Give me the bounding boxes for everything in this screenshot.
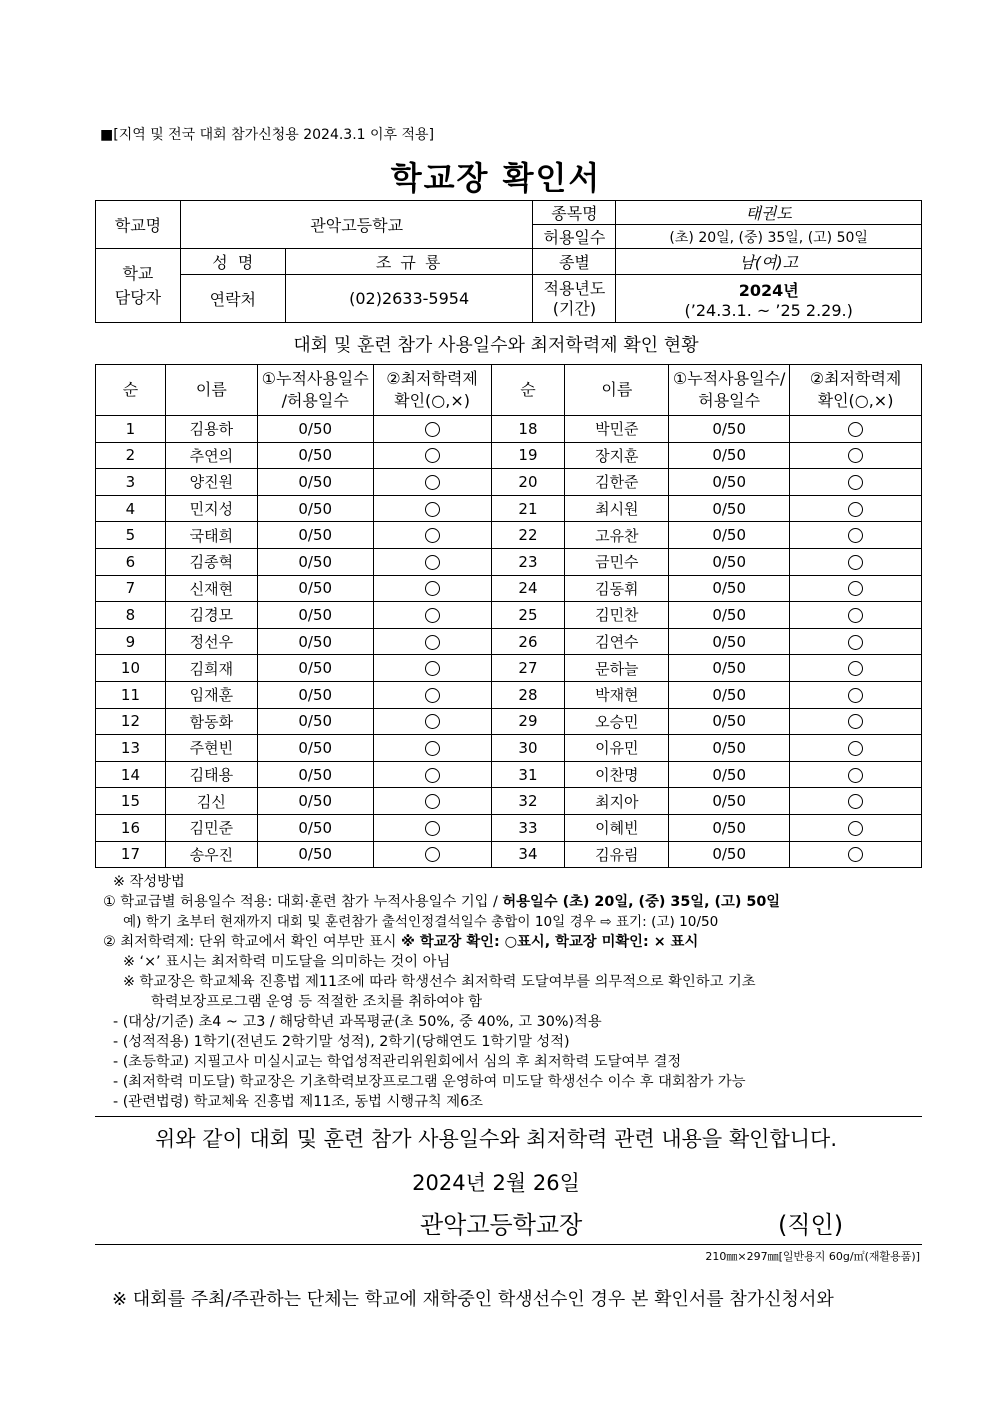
student-name: 이유민: [565, 735, 669, 762]
circle-mark-icon: [848, 475, 863, 490]
student-no: 15: [96, 788, 166, 815]
student-name: 박재현: [565, 681, 669, 708]
student-days: 0/50: [257, 495, 373, 522]
circle-mark-icon: [425, 528, 440, 543]
student-no: 9: [96, 628, 166, 655]
note-list-3: - (초등학교) 지필고사 미실시교는 학업성적관리위원회에서 심의 후 최저학력 도달여부 결정: [113, 1054, 682, 1070]
circle-mark-icon: [848, 768, 863, 783]
student-no: 31: [491, 761, 565, 788]
student-days: 0/50: [669, 442, 790, 469]
check-cell: [790, 469, 922, 496]
student-no: 24: [491, 575, 565, 602]
circle-mark-icon: [425, 448, 440, 463]
student-name: 문하늘: [565, 655, 669, 682]
circle-mark-icon: [848, 555, 863, 570]
circle-mark-icon: [425, 688, 440, 703]
note-2-d2: 학력보장프로그램 운영 등 적절한 조치를 취하여야 함: [151, 994, 483, 1010]
circle-mark-icon: [848, 714, 863, 729]
signer-school: 관악고등학교장: [420, 1211, 583, 1239]
divider-top: [95, 1116, 922, 1117]
check-cell: [373, 628, 491, 655]
table-row: [96, 575, 922, 602]
check-cell: [790, 841, 922, 868]
student-days: 0/50: [257, 628, 373, 655]
header-name-left: 이름: [165, 365, 257, 416]
year-label: 적용년도 (기간): [533, 275, 616, 323]
student-name: 민지성: [165, 495, 257, 522]
roster-subtitle: 대회 및 훈련 참가 사용일수와 최저학력제 확인 현황: [293, 335, 699, 356]
bottom-note: ※ 대회를 주최/주관하는 단체는 학교에 재학중인 학생선수인 경우 본 확인서를 참가신청서와: [112, 1289, 834, 1310]
student-days: 0/50: [669, 469, 790, 496]
table-row: [96, 602, 922, 629]
student-no: 23: [491, 548, 565, 575]
student-days: 0/50: [669, 735, 790, 762]
contact-value: (02)2633-5954: [285, 275, 533, 323]
table-row: [96, 548, 922, 575]
circle-mark-icon: [425, 555, 440, 570]
circle-mark-icon: [848, 502, 863, 517]
page-title: 학교장 확인서: [390, 159, 602, 197]
student-days: 0/50: [257, 681, 373, 708]
student-no: 5: [96, 522, 166, 549]
student-days: 0/50: [257, 575, 373, 602]
student-name: 양진원: [165, 469, 257, 496]
student-days: 0/50: [257, 522, 373, 549]
student-no: 20: [491, 469, 565, 496]
student-name: 김신: [165, 788, 257, 815]
note-2-bold: ※ 학교장 확인: ○표시, 학교장 미확인: × 표시: [401, 934, 699, 950]
student-days: 0/50: [669, 788, 790, 815]
student-no: 6: [96, 548, 166, 575]
table-row: [96, 628, 922, 655]
allowed-label: 허용일수: [533, 225, 616, 249]
student-no: 30: [491, 735, 565, 762]
check-cell: [373, 442, 491, 469]
student-days: 0/50: [257, 735, 373, 762]
student-days: 0/50: [669, 681, 790, 708]
check-cell: [373, 602, 491, 629]
table-row: [96, 788, 922, 815]
school-name: 관악고등학교: [180, 201, 533, 249]
student-days: 0/50: [669, 761, 790, 788]
check-cell: [373, 761, 491, 788]
circle-mark-icon: [425, 714, 440, 729]
check-cell: [373, 841, 491, 868]
check-cell: [373, 548, 491, 575]
check-cell: [790, 681, 922, 708]
check-cell: [373, 681, 491, 708]
check-cell: [790, 522, 922, 549]
student-name: 김용하: [165, 416, 257, 443]
student-days: 0/50: [669, 655, 790, 682]
header-note: ■[지역 및 전국 대회 참가신청용 2024.3.1 이후 적용]: [100, 127, 435, 143]
header-check-left: ②최저학력제 확인(○,×): [373, 365, 491, 416]
circle-mark-icon: [425, 608, 440, 623]
student-no: 3: [96, 469, 166, 496]
circle-mark-icon: [848, 608, 863, 623]
check-cell: [790, 602, 922, 629]
note-1-bold: 허용일수 (초) 20일, (중) 35일, (고) 50일: [502, 894, 781, 910]
info-table: [95, 200, 922, 323]
student-name: 이혜빈: [565, 814, 669, 841]
student-name: 김민준: [165, 814, 257, 841]
circle-mark-icon: [848, 847, 863, 862]
table-row: [96, 735, 922, 762]
note-1-text: ① 학교급별 허용일수 적용: 대회·훈련 참가 누적사용일수 기입 /: [103, 894, 503, 910]
note-1: [103, 892, 928, 912]
circle-mark-icon: [848, 661, 863, 676]
student-name: 김동휘: [565, 575, 669, 602]
student-name: 김유림: [565, 841, 669, 868]
table-row: [96, 708, 922, 735]
student-no: 33: [491, 814, 565, 841]
period-value: (’24.3.1. ~ ’25 2.29.): [684, 300, 853, 320]
circle-mark-icon: [848, 448, 863, 463]
circle-mark-icon: [425, 741, 440, 756]
student-days: 0/50: [257, 469, 373, 496]
student-name: 금민수: [565, 548, 669, 575]
student-no: 28: [491, 681, 565, 708]
header-check-right: ②최저학력제 확인(○,×): [790, 365, 922, 416]
check-cell: [373, 522, 491, 549]
circle-mark-icon: [425, 422, 440, 437]
year-value: 2024년: [738, 280, 799, 300]
header-days-left: ①누적사용일수 /허용일수: [257, 365, 373, 416]
check-cell: [790, 761, 922, 788]
student-no: 1: [96, 416, 166, 443]
table-row: [96, 442, 922, 469]
table-row: [96, 495, 922, 522]
student-name: 함동화: [165, 708, 257, 735]
sport-label: 종목명: [533, 201, 616, 225]
student-name: 최지아: [565, 788, 669, 815]
student-no: 7: [96, 575, 166, 602]
header-name-right: 이름: [565, 365, 669, 416]
student-no: 2: [96, 442, 166, 469]
check-cell: [790, 655, 922, 682]
student-name: 김태용: [165, 761, 257, 788]
student-name: 신재현: [165, 575, 257, 602]
student-name: 김연수: [565, 628, 669, 655]
student-name: 주현빈: [165, 735, 257, 762]
table-row: [96, 761, 922, 788]
table-row: [96, 522, 922, 549]
note-1-example: 예) 학기 초부터 현재까지 대회 및 훈련참가 출석인정결석일수 총합이 10일 경우 ⇨ 표기: (고) 10/50: [123, 914, 719, 930]
circle-mark-icon: [425, 502, 440, 517]
note-list-4: - (최저학력 미도달) 학교장은 기초학력보장프로그램 운영하여 미도달 학생선수 이수 후 대회참가 가능: [113, 1074, 746, 1090]
manager-name: 조 규 룡: [285, 249, 533, 275]
issue-date: 2024년 2월 26일: [412, 1171, 580, 1195]
manager-label: 학교 담당자: [96, 249, 181, 323]
student-no: 4: [96, 495, 166, 522]
student-days: 0/50: [669, 575, 790, 602]
table-row: [96, 814, 922, 841]
student-name: 추연의: [165, 442, 257, 469]
notes-heading: ※ 작성방법: [113, 874, 185, 890]
circle-mark-icon: [425, 847, 440, 862]
student-no: 11: [96, 681, 166, 708]
note-list-5: - (관련법령) 학교체육 진흥법 제11조, 동법 시행규칙 제6조: [113, 1094, 483, 1110]
circle-mark-icon: [848, 741, 863, 756]
check-cell: [373, 575, 491, 602]
divider-bottom: [95, 1244, 922, 1245]
student-no: 16: [96, 814, 166, 841]
circle-mark-icon: [425, 581, 440, 596]
check-cell: [373, 416, 491, 443]
check-cell: [790, 575, 922, 602]
circle-mark-icon: [425, 635, 440, 650]
student-days: 0/50: [257, 602, 373, 629]
student-days: 0/50: [669, 548, 790, 575]
student-no: 13: [96, 735, 166, 762]
student-days: 0/50: [669, 628, 790, 655]
student-name: 김경모: [165, 602, 257, 629]
circle-mark-icon: [848, 581, 863, 596]
student-days: 0/50: [257, 548, 373, 575]
student-no: 14: [96, 761, 166, 788]
student-name: 임재훈: [165, 681, 257, 708]
student-days: 0/50: [257, 788, 373, 815]
student-no: 29: [491, 708, 565, 735]
note-2-d1: ※ 학교장은 학교체육 진흥법 제11조에 따라 학생선수 최저학력 도달여부를 의무적으로 확인하고 기초: [123, 974, 756, 990]
student-days: 0/50: [669, 814, 790, 841]
year-cell: [616, 275, 922, 323]
student-no: 12: [96, 708, 166, 735]
table-row: [96, 416, 922, 443]
student-days: 0/50: [669, 841, 790, 868]
check-cell: [790, 788, 922, 815]
check-cell: [373, 495, 491, 522]
student-days: 0/50: [669, 708, 790, 735]
circle-mark-icon: [848, 794, 863, 809]
circle-mark-icon: [848, 635, 863, 650]
roster-table: [95, 364, 922, 868]
check-cell: [373, 655, 491, 682]
student-no: 25: [491, 602, 565, 629]
student-no: 26: [491, 628, 565, 655]
check-cell: [790, 416, 922, 443]
student-no: 10: [96, 655, 166, 682]
circle-mark-icon: [425, 794, 440, 809]
student-name: 박민준: [565, 416, 669, 443]
circle-mark-icon: [425, 661, 440, 676]
check-cell: [790, 548, 922, 575]
check-cell: [790, 814, 922, 841]
note-list-2: - (성적적용) 1학기(전년도 2학기말 성적), 2학기(당해연도 1학기말 성적): [113, 1034, 570, 1050]
student-no: 19: [491, 442, 565, 469]
student-name: 정선우: [165, 628, 257, 655]
sport-value: 태권도: [616, 201, 922, 225]
check-cell: [790, 495, 922, 522]
check-cell: [790, 442, 922, 469]
note-list-1: - (대상/기준) 초4 ~ 고3 / 해당학년 과목평균(초 50%, 중 40%, 고 30%)적용: [113, 1014, 602, 1030]
student-name: 오승민: [565, 708, 669, 735]
circle-mark-icon: [848, 688, 863, 703]
student-name: 장지훈: [565, 442, 669, 469]
student-name: 최시원: [565, 495, 669, 522]
student-name: 김민찬: [565, 602, 669, 629]
circle-mark-icon: [425, 475, 440, 490]
table-row: [96, 681, 922, 708]
name-label: 성 명: [180, 249, 285, 275]
check-cell: [373, 735, 491, 762]
circle-mark-icon: [425, 821, 440, 836]
student-name: 이찬명: [565, 761, 669, 788]
student-name: 김한준: [565, 469, 669, 496]
header-no-left: 순: [96, 365, 166, 416]
student-name: 송우진: [165, 841, 257, 868]
type-label: 종별: [533, 249, 616, 275]
student-no: 32: [491, 788, 565, 815]
check-cell: [373, 814, 491, 841]
circle-mark-icon: [848, 422, 863, 437]
note-2: [103, 932, 928, 952]
student-no: 18: [491, 416, 565, 443]
student-days: 0/50: [669, 522, 790, 549]
student-days: 0/50: [257, 708, 373, 735]
official-seal: (직인): [778, 1211, 844, 1239]
contact-label: 연락처: [180, 275, 285, 323]
allowed-value: (초) 20일, (중) 35일, (고) 50일: [616, 225, 922, 249]
paper-spec: 210㎜×297㎜[일반용지 60g/㎡(재활용품)]: [705, 1250, 920, 1263]
student-days: 0/50: [257, 841, 373, 868]
student-no: 21: [491, 495, 565, 522]
student-days: 0/50: [257, 442, 373, 469]
header-no-right: 순: [491, 365, 565, 416]
student-name: 김종혁: [165, 548, 257, 575]
check-cell: [373, 469, 491, 496]
check-cell: [373, 788, 491, 815]
table-row: [96, 841, 922, 868]
confirm-statement: 위와 같이 대회 및 훈련 참가 사용일수와 최저학력 관련 내용을 확인합니다.: [154, 1127, 837, 1151]
check-cell: [790, 735, 922, 762]
circle-mark-icon: [848, 528, 863, 543]
student-no: 27: [491, 655, 565, 682]
school-label: 학교명: [96, 201, 181, 249]
student-days: 0/50: [257, 655, 373, 682]
table-row: [96, 655, 922, 682]
student-days: 0/50: [669, 416, 790, 443]
student-name: 국태희: [165, 522, 257, 549]
header-days-right: ①누적사용일수/ 허용일수: [669, 365, 790, 416]
student-no: 8: [96, 602, 166, 629]
check-cell: [790, 708, 922, 735]
circle-mark-icon: [425, 768, 440, 783]
student-name: 김희재: [165, 655, 257, 682]
student-days: 0/50: [257, 761, 373, 788]
circle-mark-icon: [848, 821, 863, 836]
check-cell: [790, 628, 922, 655]
student-days: 0/50: [257, 814, 373, 841]
student-no: 17: [96, 841, 166, 868]
note-2-text: ② 최저학력제: 단위 학교에서 확인 여부만 표시: [103, 934, 402, 950]
student-no: 34: [491, 841, 565, 868]
instructions: [103, 872, 928, 1112]
check-cell: [373, 708, 491, 735]
type-value: 남(여)고: [616, 249, 922, 275]
student-days: 0/50: [257, 416, 373, 443]
note-2-c: ※ ‘×’ 표시는 최저학력 미도달을 의미하는 것이 아님: [123, 954, 451, 970]
student-no: 22: [491, 522, 565, 549]
student-name: 고유찬: [565, 522, 669, 549]
student-days: 0/50: [669, 495, 790, 522]
table-row: [96, 469, 922, 496]
student-days: 0/50: [669, 602, 790, 629]
